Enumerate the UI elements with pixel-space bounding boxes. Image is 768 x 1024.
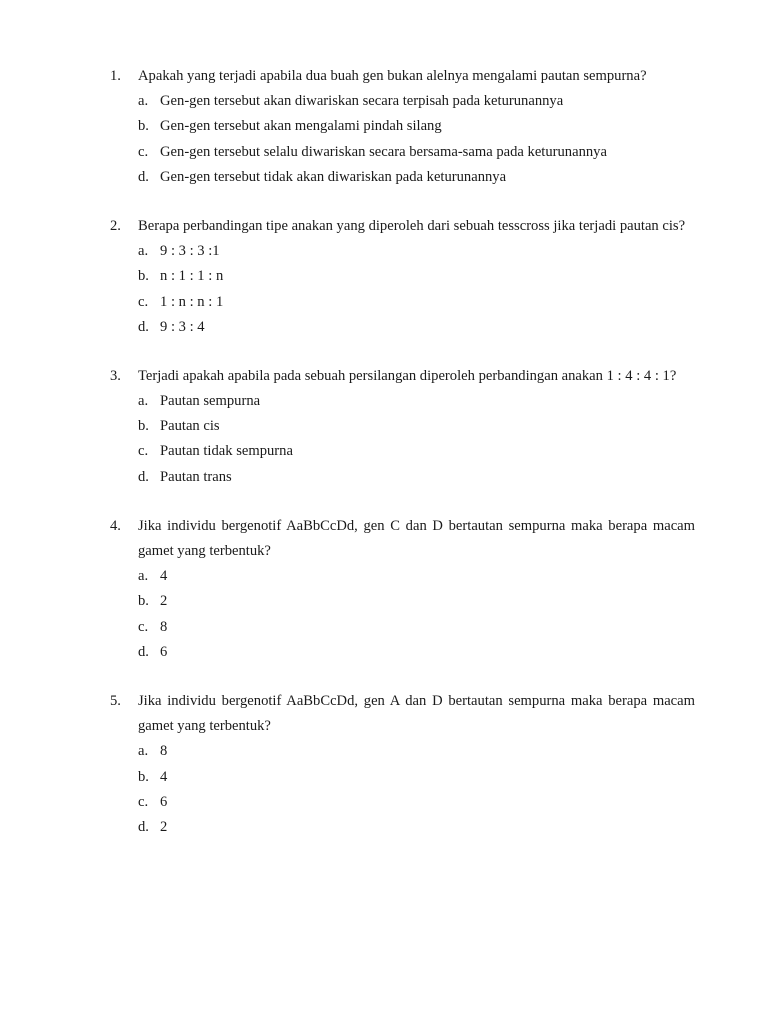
option-list xyxy=(0,564,768,665)
question-5 xyxy=(0,689,768,840)
option-a xyxy=(0,564,768,589)
option-a xyxy=(0,389,768,414)
option-text: 1 : n : n : 1 xyxy=(160,293,224,310)
option-letter: a. xyxy=(138,93,149,110)
option-letter: c. xyxy=(138,443,149,460)
question-3 xyxy=(0,364,768,490)
option-b xyxy=(0,264,768,289)
question-2 xyxy=(0,214,768,340)
option-a xyxy=(0,89,768,114)
option-letter: b. xyxy=(138,118,149,135)
option-letter: b. xyxy=(138,768,149,785)
question-text: Terjadi apakah apabila pada sebuah persilangan diperoleh perbandingan anakan 1 : 4 : 4 : 1? xyxy=(138,367,677,384)
option-text: n : 1 : 1 : n xyxy=(160,268,224,285)
option-text: 6 xyxy=(160,643,168,660)
question-number: 4. xyxy=(110,517,121,534)
option-list xyxy=(0,739,768,840)
option-a xyxy=(0,239,768,264)
option-c xyxy=(0,439,768,464)
option-text: Pautan cis xyxy=(160,418,220,435)
option-letter: a. xyxy=(138,243,149,260)
option-letter: d. xyxy=(138,318,149,335)
option-c xyxy=(0,790,768,815)
option-d xyxy=(0,165,768,190)
question-4 xyxy=(0,514,768,665)
option-d xyxy=(0,815,768,840)
question-text: Berapa perbandingan tipe anakan yang diperoleh dari sebuah tesscross jika terjadi pautan cis? xyxy=(138,217,686,234)
option-b xyxy=(0,589,768,614)
question-text: Jika individu bergenotif AaBbCcDd, gen A dan D bertautan sempurna maka berapa macam gamet yang terbentuk? xyxy=(138,693,695,735)
option-letter: d. xyxy=(138,168,149,185)
option-d xyxy=(0,465,768,490)
option-d xyxy=(0,640,768,665)
option-letter: c. xyxy=(138,293,149,310)
option-text: 6 xyxy=(160,793,168,810)
option-c xyxy=(0,140,768,165)
option-b xyxy=(0,114,768,139)
question-number: 1. xyxy=(110,68,121,84)
option-text: Pautan trans xyxy=(160,468,232,485)
question-number: 3. xyxy=(110,367,121,384)
option-c xyxy=(0,615,768,640)
option-text: 9 : 3 : 3 :1 xyxy=(160,243,220,260)
option-text: 8 xyxy=(160,743,168,760)
option-b xyxy=(0,765,768,790)
option-letter: a. xyxy=(138,393,149,410)
option-text: 8 xyxy=(160,618,168,635)
option-a xyxy=(0,739,768,764)
option-text: Gen-gen tersebut selalu diwariskan secara bersama-sama pada keturunannya xyxy=(160,143,607,160)
question-text: Apakah yang terjadi apabila dua buah gen bukan alelnya mengalami pautan sempurna? xyxy=(138,68,647,84)
option-text: Pautan sempurna xyxy=(160,393,261,410)
option-letter: d. xyxy=(138,818,149,835)
option-letter: d. xyxy=(138,643,149,660)
option-letter: a. xyxy=(138,568,149,585)
option-letter: b. xyxy=(138,268,149,285)
option-b xyxy=(0,414,768,439)
question-number: 5. xyxy=(110,693,121,710)
option-text: Gen-gen tersebut akan diwariskan secara terpisah pada keturunannya xyxy=(160,93,564,110)
option-c xyxy=(0,290,768,315)
option-d xyxy=(0,315,768,340)
question-text: Jika individu bergenotif AaBbCcDd, gen C dan D bertautan sempurna maka berapa macam gamet yang terbentuk? xyxy=(138,517,695,560)
option-list xyxy=(0,389,768,490)
option-letter: d. xyxy=(138,468,149,485)
option-text: Gen-gen tersebut akan mengalami pindah silang xyxy=(160,118,442,135)
option-text: 9 : 3 : 4 xyxy=(160,318,205,335)
question-number: 2. xyxy=(110,217,121,234)
option-letter: a. xyxy=(138,743,149,760)
option-letter: b. xyxy=(138,418,149,435)
option-text: 4 xyxy=(160,768,168,785)
option-letter: c. xyxy=(138,143,149,160)
option-letter: c. xyxy=(138,618,149,635)
option-letter: c. xyxy=(138,793,149,810)
option-text: 4 xyxy=(160,568,168,585)
option-list xyxy=(0,239,768,340)
option-text: 2 xyxy=(160,818,168,835)
option-letter: b. xyxy=(138,593,149,610)
option-list xyxy=(0,89,768,190)
option-text: Pautan tidak sempurna xyxy=(160,443,293,460)
question-1 xyxy=(0,64,768,190)
option-text: Gen-gen tersebut tidak akan diwariskan pada keturunannya xyxy=(160,168,507,185)
option-text: 2 xyxy=(160,593,168,610)
document-page xyxy=(0,64,768,864)
